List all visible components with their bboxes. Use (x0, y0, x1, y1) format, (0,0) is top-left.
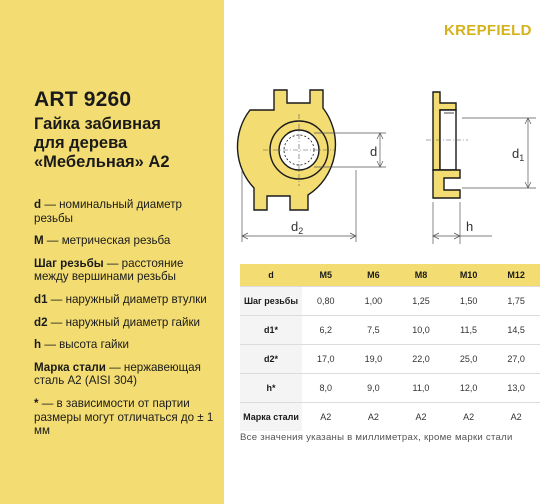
table-row-header: h* (240, 373, 302, 402)
table-cell: 13,0 (492, 373, 540, 402)
definition-item (34, 257, 220, 284)
table-cell: 10,0 (397, 315, 445, 344)
table-cell: 27,0 (492, 344, 540, 373)
table-row (240, 315, 540, 344)
product-title (34, 88, 219, 172)
definition-text: — нержавеющая сталь A2 (AISI 304) (34, 360, 201, 388)
table-row (240, 402, 540, 431)
label-d2-sub: 2 (298, 226, 304, 236)
table-cell: 1,25 (397, 286, 445, 315)
table-cell: 1,00 (350, 286, 398, 315)
table-cell: 8,0 (302, 373, 350, 402)
units-note: Все значения указаны в миллиметрах, кроме марки стали (240, 432, 513, 443)
definition-item (34, 198, 220, 225)
table-row-header: Шаг резьбы (240, 286, 302, 315)
table-cell: A2 (397, 402, 445, 431)
table-cell: A2 (350, 402, 398, 431)
product-name-line: для дерева (34, 134, 128, 152)
label-d1-main: d (512, 146, 520, 161)
table-header-row (240, 264, 540, 286)
table-cell: 1,75 (492, 286, 540, 315)
table-header-cell: M8 (397, 264, 445, 286)
table-row-header: d2* (240, 344, 302, 373)
definition-term: h (34, 338, 42, 352)
table-cell: 7,5 (350, 315, 398, 344)
table-cell: A2 (445, 402, 493, 431)
table-cell: 22,0 (397, 344, 445, 373)
table-row (240, 344, 540, 373)
table-cell: 25,0 (445, 344, 493, 373)
label-d: d (370, 144, 378, 159)
definition-item (34, 361, 220, 388)
definition-text: — наружный диаметр втулки (47, 292, 207, 306)
definition-item (34, 338, 220, 352)
definition-text: — расстояние между вершинами резьбы (34, 256, 184, 284)
definition-term: * (34, 396, 39, 410)
definition-term: d1 (34, 292, 48, 306)
definition-term: M (34, 234, 44, 248)
table-header-cell: d (240, 264, 302, 286)
definition-term: d2 (34, 315, 48, 329)
definition-text: — наружный диаметр гайки (47, 315, 200, 329)
article-number: ART 9260 (34, 88, 132, 111)
label-d1 (512, 146, 524, 163)
table-cell: 12,0 (445, 373, 493, 402)
table-cell: 19,0 (350, 344, 398, 373)
table-cell: 0,80 (302, 286, 350, 315)
table-cell: 9,0 (350, 373, 398, 402)
technical-drawing (230, 70, 560, 255)
brand-logo: KREPFIELD (444, 22, 532, 39)
table-row-header: Марка стали (240, 402, 302, 431)
table-row-header: d1* (240, 315, 302, 344)
definition-term: d (34, 198, 42, 211)
definition-item (34, 316, 220, 330)
product-name-line: Гайка забивная (34, 115, 161, 133)
definition-item (34, 293, 220, 307)
table-cell: 6,2 (302, 315, 350, 344)
spec-table (240, 264, 540, 431)
product-name-line: «Мебельная» A2 (34, 153, 170, 171)
definition-term: Марка стали (34, 360, 106, 374)
table-header-cell: M12 (492, 264, 540, 286)
nut-side-view (433, 92, 460, 198)
definition-text: — в зависимости от партии размеры могут отличаться до ± 1 мм (34, 396, 214, 438)
table-row (240, 286, 540, 315)
table-cell: A2 (492, 402, 540, 431)
definition-text: — высота гайки (41, 338, 130, 352)
definition-term: Шаг резьбы (34, 256, 104, 270)
table-cell: 17,0 (302, 344, 350, 373)
definition-item (34, 397, 220, 438)
definition-text: — метрическая резьба (43, 234, 171, 248)
label-h: h (466, 219, 474, 234)
table-header-cell: M5 (302, 264, 350, 286)
label-d2-main: d (291, 219, 299, 234)
table-cell: A2 (302, 402, 350, 431)
dimension-h (433, 202, 492, 244)
table-cell: 11,0 (397, 373, 445, 402)
table-cell: 14,5 (492, 315, 540, 344)
definition-text: — номинальный диаметр резьбы (34, 198, 182, 225)
definition-item (34, 234, 220, 248)
dimension-d1 (462, 118, 536, 188)
table-header-cell: M10 (445, 264, 493, 286)
table-cell: 1,50 (445, 286, 493, 315)
table-cell: 11,5 (445, 315, 493, 344)
label-d1-sub: 1 (519, 153, 525, 163)
label-d2 (291, 219, 303, 236)
definitions-list (34, 198, 220, 447)
table-header-cell: M6 (350, 264, 398, 286)
product-name (34, 115, 219, 172)
table-row (240, 373, 540, 402)
